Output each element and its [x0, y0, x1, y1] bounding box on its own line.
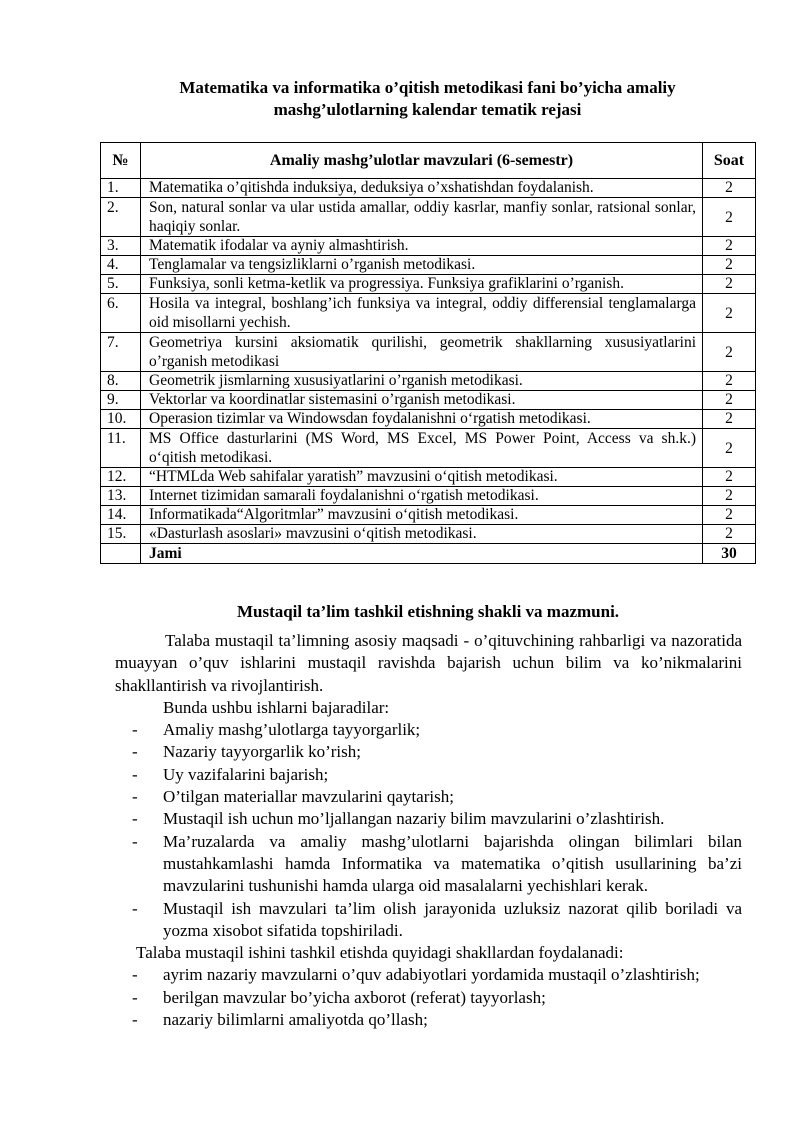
table-row	[101, 487, 756, 506]
dash-bullet: -	[132, 831, 138, 851]
list-item-text: Mustaqil ish uchun mo’ljallangan nazariy bilim mavzularini o’zlashtirish.	[163, 809, 665, 829]
dash-bullet: -	[132, 720, 138, 740]
header-hours: Soat	[703, 143, 756, 179]
list-item	[115, 964, 742, 986]
dash-bullet: -	[132, 742, 138, 762]
total-label: Jami	[141, 544, 703, 564]
title-line-1: Matematika va informatika o’qitish metodikasi fani bo’yicha amaliy	[179, 78, 676, 97]
dash-bullet: -	[132, 965, 138, 985]
list-item-text: nazariy bilimlarni amaliyotda qo’llash;	[163, 1010, 428, 1030]
row-topic: Matematika o’qitishda induksiya, deduksiya o’xshatishdan foydalanish.	[141, 179, 703, 198]
row-topic: Vektorlar va koordinatlar sistemasini o’rganish metodikasi.	[141, 391, 703, 410]
list-item-text: Nazariy tayyorgarlik ko’rish;	[163, 742, 361, 762]
table-header-row	[101, 143, 756, 179]
table-row	[101, 468, 756, 487]
dash-bullet: -	[132, 987, 138, 1007]
table-row	[101, 179, 756, 198]
dash-bullet: -	[132, 809, 138, 829]
list-item-text: Ma’ruzalarda va amaliy mashg’ulotlarni bajarishda olingan bilimlari bilan mustahkamlashi hamda Informatika va matematika o’qitish usullarining ba’zi mavzularini tushunishi hamda ularga oid masalalarni yechishlari kerak.	[163, 831, 742, 896]
row-topic: Internet tizimidan samarali foydalanishni o‘rgatish metodikasi.	[141, 487, 703, 506]
row-hours: 2	[703, 410, 756, 429]
row-number: 7.	[101, 333, 141, 372]
list-item-text: Uy vazifalarini bajarish;	[163, 764, 329, 784]
list2-lead: Talaba mustaqil ishini tashkil etishda quyidagi shakllardan foydalanadi:	[136, 943, 624, 963]
dash-bullet: -	[132, 1010, 138, 1030]
row-hours: 2	[703, 333, 756, 372]
row-topic: «Dasturlash asoslari» mavzusini o‘qitish metodikasi.	[141, 525, 703, 544]
row-number: 4.	[101, 256, 141, 275]
list-item	[115, 786, 742, 808]
list-item	[115, 987, 742, 1009]
section-body	[115, 630, 742, 1031]
dash-bullet: -	[132, 764, 138, 784]
row-topic: Geometrik jismlarning xususiyatlarini o’rganish metodikasi.	[141, 372, 703, 391]
row-topic: MS Office dasturlarini (MS Word, MS Excel, MS Power Point, Access va sh.k.) o‘qitish metodikasi.	[141, 429, 703, 468]
list-item-text: Mustaqil ish mavzulari ta’lim olish jarayonida uzluksiz nazorat qilib boriladi va yozma xisobot sifatida topshiriladi.	[163, 898, 742, 940]
row-number: 6.	[101, 294, 141, 333]
row-hours: 2	[703, 468, 756, 487]
table-row	[101, 237, 756, 256]
row-number: 13.	[101, 487, 141, 506]
list2	[115, 964, 742, 1031]
document-title	[100, 77, 755, 121]
list-item	[115, 831, 742, 898]
row-hours: 2	[703, 237, 756, 256]
dash-bullet: -	[132, 898, 138, 918]
row-hours: 2	[703, 294, 756, 333]
row-number: 3.	[101, 237, 141, 256]
table-row	[101, 391, 756, 410]
row-topic: Operasion tizimlar va Windowsdan foydalanishni o‘rgatish metodikasi.	[141, 410, 703, 429]
list-item	[115, 808, 742, 830]
list-item-text: Amaliy mashg’ulotlarga tayyorgarlik;	[163, 720, 421, 740]
list1	[115, 719, 742, 942]
row-hours: 2	[703, 275, 756, 294]
row-hours: 2	[703, 487, 756, 506]
table-row	[101, 198, 756, 237]
table-row	[101, 275, 756, 294]
row-hours: 2	[703, 256, 756, 275]
table-row	[101, 333, 756, 372]
row-number: 8.	[101, 372, 141, 391]
total-empty-cell	[101, 544, 141, 564]
list-item-text: berilgan mavzular bo’yicha axborot (referat) tayyorlash;	[163, 987, 546, 1007]
table-row	[101, 372, 756, 391]
row-hours: 2	[703, 391, 756, 410]
table-row	[101, 410, 756, 429]
list1-lead: Bunda ushbu ishlarni bajaradilar:	[163, 697, 390, 717]
total-hours: 30	[703, 544, 756, 564]
list-item	[115, 764, 742, 786]
list-item	[115, 898, 742, 943]
title-line-2: mashg’ulotlarning kalendar tematik rejasi	[273, 100, 582, 119]
row-number: 2.	[101, 198, 141, 237]
row-number: 14.	[101, 506, 141, 525]
table-row	[101, 294, 756, 333]
list-item	[115, 1009, 742, 1031]
row-hours: 2	[703, 372, 756, 391]
table-row	[101, 506, 756, 525]
header-number: №	[101, 143, 141, 179]
table-row	[101, 256, 756, 275]
header-topic: Amaliy mashg’ulotlar mavzulari (6-semestr)	[141, 143, 703, 179]
row-number: 10.	[101, 410, 141, 429]
row-topic: Informatikada“Algoritmlar” mavzusini o‘qitish metodikasi.	[141, 506, 703, 525]
row-number: 5.	[101, 275, 141, 294]
row-hours: 2	[703, 525, 756, 544]
list-item	[115, 719, 742, 741]
table-total-row	[101, 544, 756, 564]
row-number: 15.	[101, 525, 141, 544]
table-row	[101, 429, 756, 468]
row-topic: “HTMLda Web sahifalar yaratish” mavzusini o‘qitish metodikasi.	[141, 468, 703, 487]
list-item	[115, 741, 742, 763]
row-topic: Son, natural sonlar va ular ustida amallar, oddiy kasrlar, manfiy sonlar, ratsional sonlar, haqiqiy sonlar.	[141, 198, 703, 237]
row-topic: Tenglamalar va tengsizliklarni o’rganish metodikasi.	[141, 256, 703, 275]
row-topic: Hosila va integral, boshlang’ich funksiya va integral, oddiy differensial tenglamalarga oid misollarni yechish.	[141, 294, 703, 333]
row-number: 9.	[101, 391, 141, 410]
list-item-text: ayrim nazariy mavzularni o’quv adabiyotlari yordamida mustaqil o’zlashtirish;	[163, 965, 700, 985]
row-hours: 2	[703, 429, 756, 468]
row-number: 1.	[101, 179, 141, 198]
row-topic: Geometriya kursini aksiomatik qurilishi, geometrik shakllarning xususiyatlarini o’rganish metodikasi	[141, 333, 703, 372]
intro-paragraph: Talaba mustaqil ta’limning asosiy maqsadi - o’qituvchining rahbarligi va nazoratida muayyan o’quv ishlarini mustaqil ravishda bajarish uchun bilim va ko’nikmalarini shakllantirish va rivojlantirish.	[115, 631, 742, 695]
calendar-plan-table	[100, 142, 756, 564]
row-topic: Matematik ifodalar va ayniy almashtirish.	[141, 237, 703, 256]
row-topic: Funksiya, sonli ketma-ketlik va progressiya. Funksiya grafiklarini o’rganish.	[141, 275, 703, 294]
row-hours: 2	[703, 179, 756, 198]
row-number: 11.	[101, 429, 141, 468]
section-title: Mustaqil ta’lim tashkil etishning shakli va mazmuni.	[236, 602, 620, 621]
list-item-text: O’tilgan materiallar mavzularini qaytarish;	[163, 787, 454, 807]
dash-bullet: -	[132, 787, 138, 807]
table-row	[101, 525, 756, 544]
row-hours: 2	[703, 198, 756, 237]
row-hours: 2	[703, 506, 756, 525]
row-number: 12.	[101, 468, 141, 487]
